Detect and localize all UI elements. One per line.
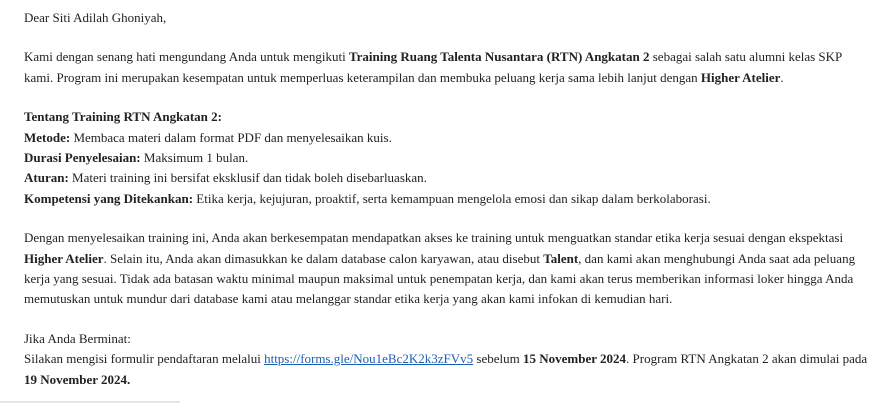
text: sebelum — [473, 351, 523, 367]
item-value: Membaca materi dalam format PDF dan menyelesaikan kuis. — [70, 129, 392, 145]
start-date: 19 November 2024. — [24, 371, 131, 387]
cta-section — [24, 329, 874, 390]
text: Silakan mengisi formulir pendaftaran melalui — [24, 351, 265, 367]
talent-term: Talent — [543, 250, 579, 266]
cta-heading: Jika Anda Berminat: — [24, 330, 131, 346]
text: . Program RTN Angkatan 2 akan dimulai pada — [626, 351, 868, 367]
program-name: Training Ruang Talenta Nusantara (RTN) Angkatan 2 — [348, 49, 650, 65]
text: , dan kami akan menghubungi Anda saat ada peluang kerja yang sesuai. Tidak ada batasan waktu minimal maupun maksimal untuk penempatan kerja, dan kami akan terus memberikan informasi loker hingga Anda memutuskan untuk mundur dari database kami atau melanggar standar etika kerja yang akan kami infokan di kemudian hari. — [24, 250, 856, 307]
text: . — [780, 69, 784, 85]
company-name: Higher Atelier — [700, 69, 781, 85]
deadline-date: 15 November 2024 — [522, 351, 627, 367]
item-label: Durasi Penyelesaian: — [24, 150, 141, 166]
item-label: Metode: — [24, 129, 71, 145]
item-label: Kompetensi yang Ditekankan: — [24, 190, 194, 206]
item-value: Materi training ini bersifat eksklusif dan tidak boleh disebarluaskan. — [68, 170, 427, 186]
text: sebagai salah satu alumni kelas SKP kami. Program ini merupakan kesempatan untuk memperluas keterampilan dan membuka peluang kerja sama lebih lanjut dengan — [24, 49, 842, 85]
text: Kami dengan senang hati mengundang Anda untuk mengikuti — [24, 49, 349, 65]
registration-form-link[interactable]: https://forms.gle/Nou1eBc2K2k3zFVv5 — [264, 351, 474, 367]
item-label: Aturan: — [24, 170, 69, 186]
greeting: Dear Siti Adilah Ghoniyah, — [24, 10, 167, 25]
text: . Selain itu, Anda akan dimasukkan ke dalam database calon karyawan, atau disebut — [103, 250, 544, 266]
text: Dengan menyelesaikan training ini, Anda akan berkesempatan mendapatkan akses ke training untuk menguatkan standar etika kerja sesuai dengan ekspektasi — [24, 230, 844, 246]
email-body — [24, 8, 874, 409]
item-value: Maksimum 1 bulan. — [140, 150, 249, 166]
benefits-paragraph — [24, 228, 874, 310]
item-value: Etika kerja, kejujuran, proaktif, serta kemampuan mengelola emosi dan sikap dalam berkolaborasi. — [193, 190, 711, 206]
intro-paragraph — [24, 47, 874, 88]
company-name: Higher Atelier — [24, 250, 104, 266]
about-heading: Tentang Training RTN Angkatan 2: — [24, 109, 222, 125]
about-section — [24, 107, 874, 209]
